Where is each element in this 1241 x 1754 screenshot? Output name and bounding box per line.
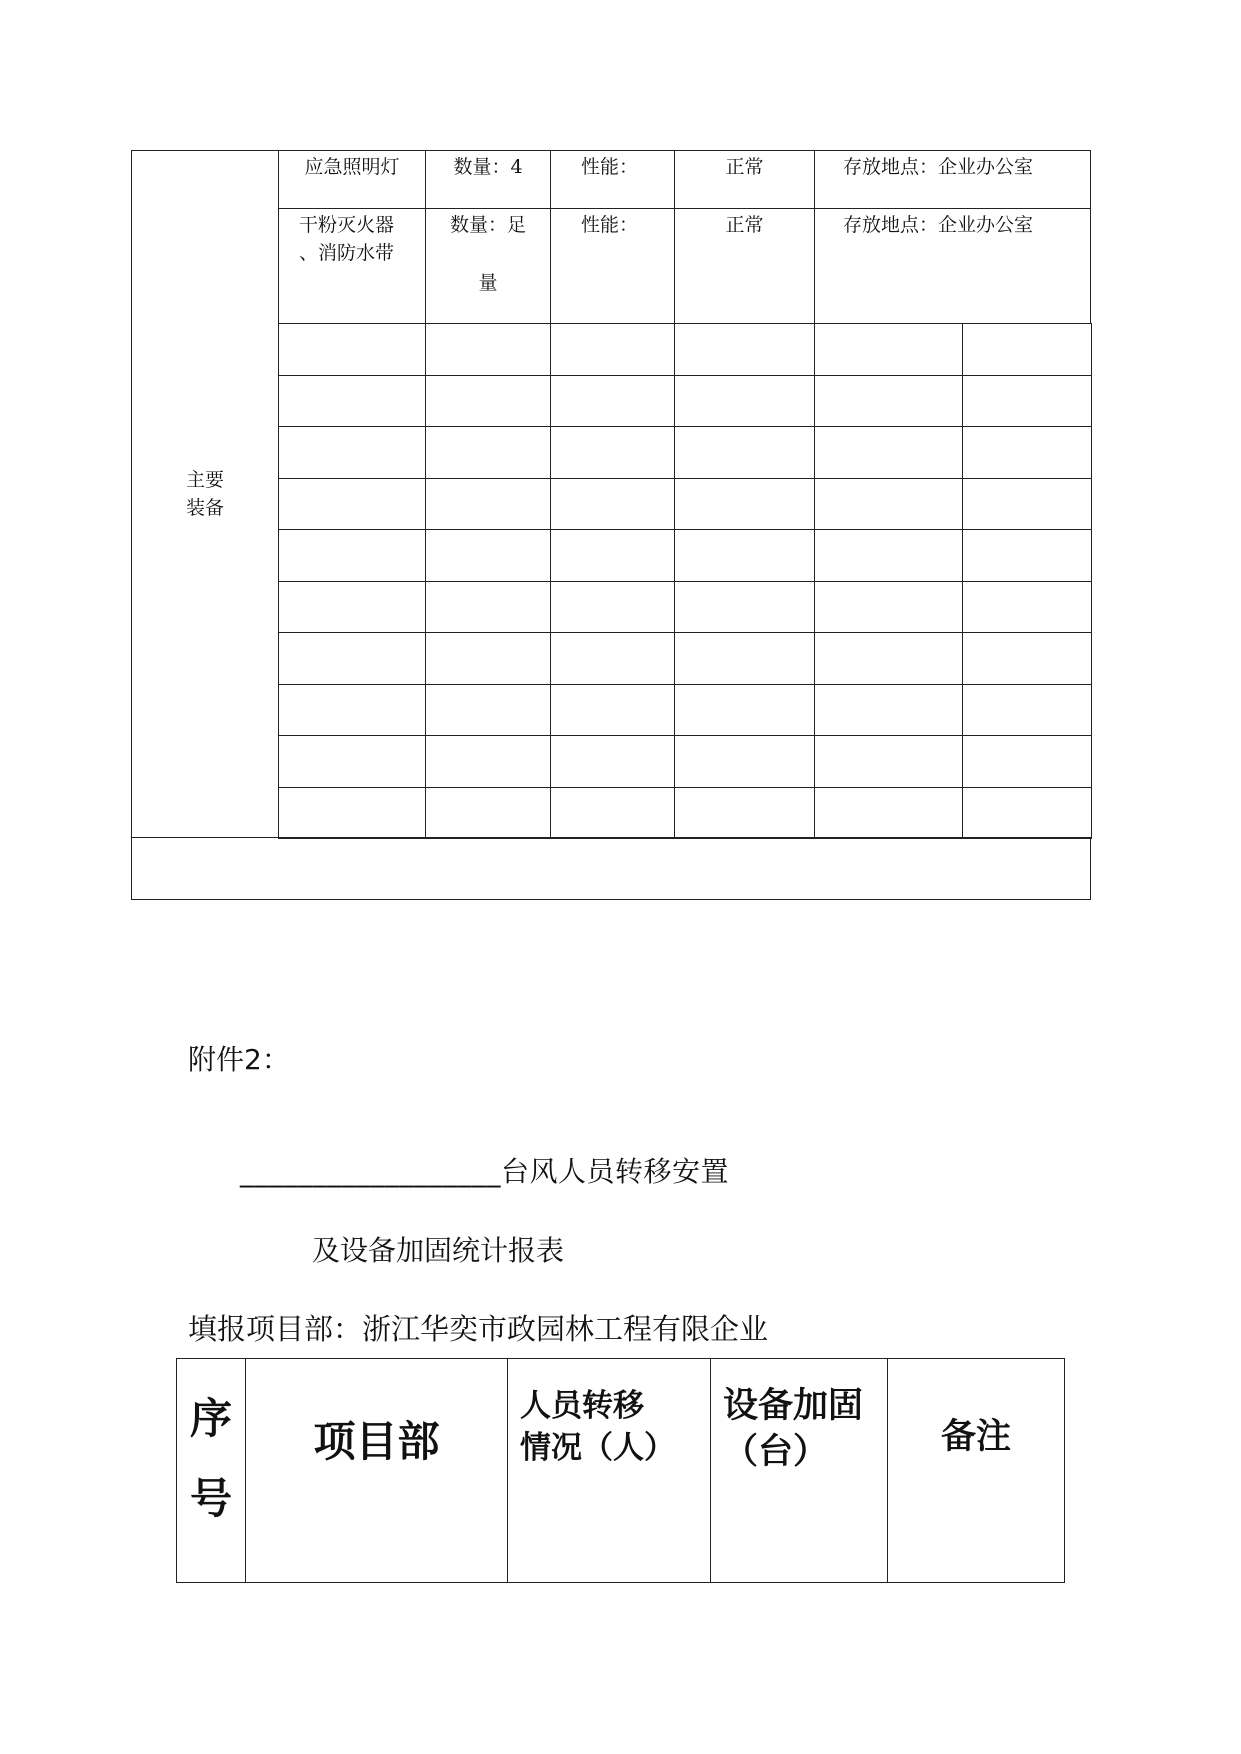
report-title-line1: __________________台风人员转移安置	[240, 1155, 730, 1188]
equipment-location-cell	[814, 208, 1091, 324]
empty-cell	[962, 323, 1092, 376]
empty-cell	[814, 426, 963, 479]
empty-cell	[550, 426, 675, 479]
equipment-qty-cell	[425, 150, 551, 209]
header-equipment: 设备加固 （台）	[723, 1386, 864, 1472]
empty-cell	[814, 787, 963, 840]
empty-cell	[425, 684, 551, 737]
empty-cell	[278, 375, 426, 428]
equipment-location: 存放地点：企业办公室	[843, 214, 1034, 236]
empty-cell	[550, 787, 675, 840]
header-personnel: 人员转移 情况（人）	[520, 1388, 675, 1466]
report-title-line2: 及设备加固统计报表	[312, 1234, 565, 1267]
empty-cell	[550, 375, 675, 428]
empty-cell	[278, 581, 426, 634]
empty-cell	[278, 787, 426, 840]
equipment-location-cell	[814, 150, 1091, 209]
attachment-label: 附件2：	[188, 1043, 290, 1076]
empty-cell	[962, 478, 1092, 531]
empty-cell	[674, 581, 815, 634]
equipment-qty: 数量：4	[453, 156, 523, 178]
equipment-name: 应急照明灯	[304, 156, 400, 178]
equipment-qty: 数量：足 量	[449, 214, 526, 294]
empty-cell	[962, 787, 1092, 840]
empty-cell	[962, 684, 1092, 737]
empty-cell	[278, 478, 426, 531]
empty-cell	[278, 632, 426, 685]
header-remarks: 备注	[940, 1417, 1011, 1457]
equipment-perf-label-cell	[550, 150, 675, 209]
empty-cell	[550, 684, 675, 737]
empty-cell	[962, 581, 1092, 634]
empty-cell	[278, 735, 426, 788]
empty-cell	[425, 478, 551, 531]
empty-cell	[814, 529, 963, 582]
empty-cell	[550, 735, 675, 788]
equipment-name: 干粉灭火器 、消防水带	[299, 214, 395, 264]
header-project: 项目部	[313, 1417, 440, 1466]
empty-cell	[962, 529, 1092, 582]
empty-cell	[425, 735, 551, 788]
empty-cell	[674, 787, 815, 840]
equipment-perf-label: 性能：	[581, 156, 639, 178]
equipment-perf-value: 正常	[725, 156, 764, 178]
header-project-cell	[245, 1358, 508, 1583]
empty-cell	[814, 581, 963, 634]
equipment-perf-value: 正常	[725, 214, 764, 236]
empty-cell	[425, 426, 551, 479]
header-seq-cell	[176, 1358, 246, 1583]
empty-cell	[962, 632, 1092, 685]
empty-cell	[425, 581, 551, 634]
empty-cell	[674, 375, 815, 428]
footer-row-cell	[131, 837, 1091, 900]
empty-cell	[425, 375, 551, 428]
empty-cell	[674, 632, 815, 685]
equipment-name-cell	[278, 208, 426, 324]
empty-cell	[278, 529, 426, 582]
empty-cell	[674, 478, 815, 531]
header-remarks-cell	[887, 1358, 1065, 1583]
equipment-perf-label-cell	[550, 208, 675, 324]
section-label-cell	[131, 150, 279, 838]
empty-cell	[550, 529, 675, 582]
equipment-qty-cell	[425, 208, 551, 324]
empty-cell	[814, 323, 963, 376]
empty-cell	[814, 478, 963, 531]
header-equipment-cell	[710, 1358, 888, 1583]
reporting-unit: 填报项目部：浙江华奕市政园林工程有限企业	[188, 1312, 769, 1346]
empty-cell	[425, 632, 551, 685]
header-seq: 序 号	[189, 1394, 232, 1523]
empty-cell	[278, 323, 426, 376]
header-personnel-cell	[507, 1358, 711, 1583]
equipment-perf-label: 性能：	[581, 214, 639, 236]
empty-cell	[814, 375, 963, 428]
empty-cell	[425, 323, 551, 376]
empty-cell	[674, 684, 815, 737]
equipment-perf-value-cell	[674, 208, 815, 324]
empty-cell	[550, 632, 675, 685]
equipment-location: 存放地点：企业办公室	[843, 156, 1034, 178]
empty-cell	[674, 529, 815, 582]
empty-cell	[674, 323, 815, 376]
empty-cell	[674, 426, 815, 479]
empty-cell	[674, 735, 815, 788]
empty-cell	[962, 426, 1092, 479]
empty-cell	[962, 375, 1092, 428]
section-label: 主要 装备	[185, 469, 224, 519]
equipment-name-cell	[278, 150, 426, 209]
empty-cell	[278, 684, 426, 737]
empty-cell	[814, 735, 963, 788]
empty-cell	[962, 735, 1092, 788]
empty-cell	[814, 632, 963, 685]
empty-cell	[550, 323, 675, 376]
empty-cell	[814, 684, 963, 737]
equipment-perf-value-cell	[674, 150, 815, 209]
empty-cell	[425, 529, 551, 582]
empty-cell	[550, 478, 675, 531]
empty-cell	[278, 426, 426, 479]
empty-cell	[550, 581, 675, 634]
empty-cell	[425, 787, 551, 840]
